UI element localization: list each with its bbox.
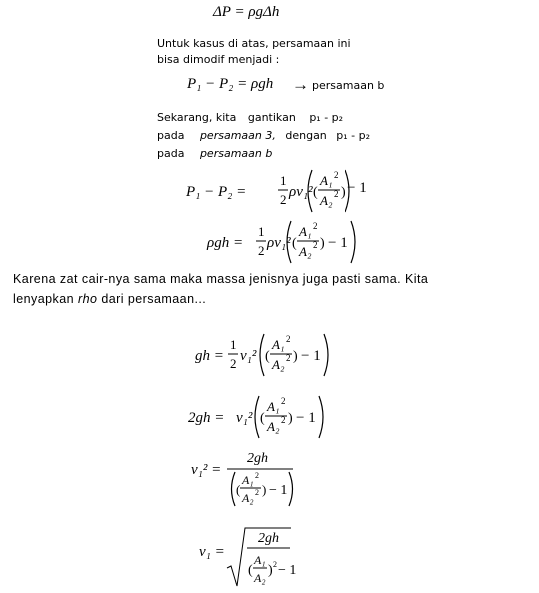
eq1-rho-v: ρv₁² [289, 184, 313, 200]
eq6-exponent: 2 [273, 560, 277, 569]
swap-line-3-b: persamaan b [199, 147, 273, 160]
karena-line-2 [13, 292, 206, 306]
eq3-half-num: 1 [230, 337, 237, 352]
arrow-note: persamaan b [312, 79, 385, 92]
intro-text-line-2: bisa dimodif menjadi : [157, 53, 280, 66]
eq2-area-a2: A₂ [299, 244, 312, 259]
eq3-area-a2: A₂ [272, 357, 285, 372]
eq3-big-paren-left [260, 334, 264, 376]
swap-line-2-d: p₁ - p₂ [336, 129, 371, 142]
eq2-exp-a2: 2 [313, 240, 318, 250]
eq4-big-paren-left [255, 396, 259, 438]
eq4-v-sq: v₁² [236, 410, 253, 426]
eq4-left: 2gh = [188, 410, 225, 426]
swap-line-1-b: gantikan [247, 111, 296, 124]
eq2-minus-one: − 1 [328, 235, 348, 251]
eq4-exp-a2: 2 [281, 415, 286, 425]
swap-line-2-b: persamaan 3, [199, 129, 276, 142]
equation-1 [184, 166, 354, 216]
swap-line-3-a: pada [157, 147, 185, 160]
eq2-rho-v: ρv₁² [267, 235, 291, 251]
eq6-area-a1: A₁ [254, 553, 266, 567]
eq2-left: ρgh = [207, 235, 244, 251]
equation-4 [186, 392, 346, 442]
eq1-area-a1: A₁ [320, 173, 333, 188]
eq6-small-paren-left: ( [248, 563, 253, 578]
eq5-area-a2: A₂ [242, 491, 254, 505]
eq5-big-paren-right [289, 472, 293, 506]
karena-line-2-rho: rho [77, 292, 98, 306]
eq3-exp-a2: 2 [286, 353, 291, 363]
eq1-big-paren-right [345, 166, 359, 216]
swap-line-2-c: dengan [285, 129, 327, 142]
eq6-numerator: 2gh [258, 531, 279, 546]
eq2-small-paren-right: ) [320, 236, 325, 251]
eq5-small-paren-left: ( [236, 482, 241, 497]
swap-line-1-a: Sekarang, kita [157, 111, 237, 124]
eq6-minus-one: − 1 [278, 563, 297, 578]
eq6-left: v₁ = [199, 544, 225, 560]
eq1-half-num: 1 [280, 173, 287, 188]
eq3-half-den: 2 [230, 356, 237, 371]
eq4-big-paren-right [319, 396, 323, 438]
karena-line-2-pre: lenyapkan [13, 292, 78, 306]
eq5-numerator: 2gh [247, 451, 268, 466]
swap-line-1 [157, 111, 343, 125]
eq2-half-den: 2 [258, 243, 265, 258]
eq1-exp-a1: 2 [334, 170, 339, 180]
eq6-area-a2: A₂ [254, 571, 266, 585]
eq1-area-a2: A₂ [320, 193, 333, 208]
eq1-small-paren-right: ) [341, 185, 346, 200]
swap-line-2-a: pada [157, 129, 185, 142]
swap-line-3 [157, 147, 272, 161]
equation-delta-p: ΔP = ρgΔh [213, 4, 280, 20]
eq3-v-sq: v₁² [240, 348, 257, 364]
eq2-big-paren-right [351, 221, 355, 263]
eq3-minus-one: − 1 [301, 348, 321, 364]
eq1-minus-one: − 1 [347, 180, 367, 196]
eq3-big-paren-right [324, 334, 328, 376]
eq4-area-a1: A₁ [267, 399, 280, 414]
eq4-small-paren-right: ) [288, 411, 293, 426]
eq5-big-paren-left [232, 472, 236, 506]
eq1-half-den: 2 [280, 192, 287, 207]
eq3-area-a1: A₁ [272, 337, 285, 352]
eq5-exp-a1: 2 [255, 471, 259, 480]
karena-line-2-post: dari persamaan... [97, 292, 207, 306]
equation-b-left: P₁ − P₂ = ρgh [187, 76, 274, 92]
eq5-area-a1: A₁ [242, 473, 254, 487]
equation-3 [193, 330, 353, 380]
eq4-area-a2: A₂ [267, 419, 280, 434]
eq5-small-paren-right: ) [262, 482, 267, 497]
eq3-small-paren-right: ) [293, 349, 298, 364]
eq3-small-paren-left: ( [265, 349, 270, 364]
equation-2 [205, 217, 375, 267]
swap-line-2 [157, 129, 370, 143]
eq5-left: v₁² = [191, 462, 222, 478]
eq1-left: P₁ − P₂ = [186, 184, 247, 200]
eq5-exp-a2: 2 [255, 488, 259, 497]
eq2-small-paren-left: ( [292, 236, 297, 251]
eq1-exp-a2: 2 [334, 189, 339, 199]
intro-text-line-1: Untuk kasus di atas, persamaan ini [157, 37, 351, 50]
eq6-small-paren-right: ) [268, 563, 273, 578]
eq2-area-a1: A₁ [299, 224, 312, 239]
eq5-minus-one: − 1 [269, 483, 288, 498]
eq2-exp-a1: 2 [313, 221, 318, 231]
equation-6 [197, 524, 307, 590]
eq3-left: gh = [195, 348, 224, 364]
eq4-small-paren-left: ( [260, 411, 265, 426]
eq1-small-paren-left: ( [313, 185, 318, 200]
karena-line-1: Karena zat cair-nya sama maka massa jenisnya juga pasti sama. Kita [13, 272, 429, 286]
swap-line-1-c: p₁ - p₂ [309, 111, 344, 124]
eq4-minus-one: − 1 [296, 410, 316, 426]
eq3-exp-a1: 2 [286, 334, 291, 344]
eq4-exp-a1: 2 [281, 396, 286, 406]
arrow-right-icon: → [292, 75, 309, 94]
eq2-half-num: 1 [258, 224, 265, 239]
equation-5 [189, 448, 319, 510]
